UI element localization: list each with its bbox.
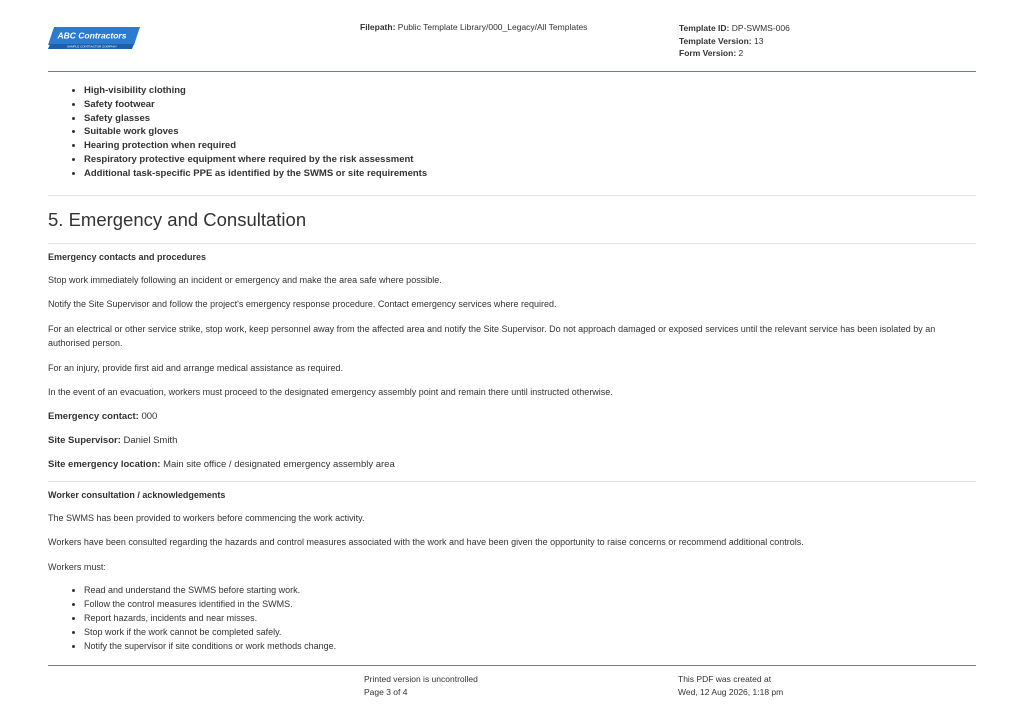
form-version-value: 2 (738, 48, 744, 58)
footer-created-info (678, 673, 783, 698)
consultation-paragraph: The SWMS has been provided to workers before commencing the work activity. (48, 512, 365, 523)
list-item: • Suitable work gloves (84, 125, 976, 139)
template-meta (679, 22, 790, 60)
template-version-label: Template Version: (679, 35, 752, 46)
company-logo (48, 26, 140, 50)
filepath-label: Filepath: (360, 22, 396, 32)
page-number: Page 3 of 4 (364, 686, 408, 697)
list-item: • Read and understand the SWMS before starting work. (84, 583, 976, 597)
subsection-divider (48, 481, 976, 482)
emergency-contact (48, 410, 976, 424)
template-version-value: 13 (753, 35, 764, 46)
ppe-list (48, 84, 976, 181)
site-supervisor-value: Daniel Smith (123, 434, 178, 446)
emergency-paragraph: In the event of an evacuation, workers must proceed to the designated emergency assembly point and remain there until instructed otherwise. (48, 387, 613, 398)
consultation-paragraph: Workers have been consulted regarding the hazards and control measures associated with the work and have been given the opportunity to raise concerns or recommend additional controls. (48, 537, 804, 548)
consultation-paragraph: Workers must: (48, 561, 106, 572)
site-emergency-location (48, 458, 976, 472)
emergency-heading: Emergency contacts and procedures (48, 251, 207, 262)
consultation-heading: Worker consultation / acknowledgements (48, 489, 226, 500)
filepath-value: Public Template Library/000_Legacy/All Templates (397, 22, 588, 32)
form-version-label: Form Version: (679, 48, 737, 58)
list-item: • Stop work if the work cannot be completed safely. (84, 625, 976, 639)
list-item: • Safety footwear (84, 98, 976, 112)
logo-badge-icon (48, 26, 140, 50)
form-version (679, 47, 790, 60)
title-divider (48, 243, 976, 244)
uncontrolled-notice: Printed version is uncontrolled (364, 674, 478, 684)
emergency-paragraph: For an injury, provide first aid and arrange medical assistance as required. (48, 362, 343, 373)
logo-brand-text: ABC Contractors (57, 30, 127, 41)
emergency-paragraph: Notify the Site Supervisor and follow the project's emergency response procedure. Contact emergency services where required. (48, 299, 557, 310)
emergency-contact-value: 000 (141, 410, 158, 422)
template-id-label: Template ID: (679, 23, 730, 33)
emergency-paragraph: Stop work immediately following an incident or emergency and make the area safe where possible. (48, 274, 442, 285)
footer-control-info (364, 673, 478, 698)
section-title: 5. Emergency and Consultation (48, 208, 307, 230)
list-item: • Notify the supervisor if site conditions or work methods change. (84, 639, 976, 653)
logo-tagline-text: SAMPLE CONTRACTOR COMPANY (67, 44, 117, 49)
site-emergency-location-value: Main site office / designated emergency assembly area (163, 458, 395, 470)
site-supervisor-label: Site Supervisor: (48, 434, 121, 446)
list-item: • High-visibility clothing (84, 84, 976, 98)
page-header (48, 18, 976, 72)
list-item: • Respiratory protective equipment where required by the risk assessment (84, 153, 976, 167)
page-content (48, 84, 976, 653)
footer-divider (48, 665, 976, 666)
template-id-value: DP-SWMS-006 (731, 23, 790, 33)
created-label: This PDF was created at (678, 674, 772, 684)
list-item: • Hearing protection when required (84, 139, 976, 153)
section-divider (48, 195, 976, 196)
template-version (679, 35, 790, 48)
filepath (360, 22, 587, 32)
site-supervisor (48, 434, 976, 448)
emergency-contact-label: Emergency contact: (48, 410, 139, 422)
header-divider (48, 71, 976, 72)
list-item: • Additional task-specific PPE as identified by the SWMS or site requirements (84, 167, 976, 181)
template-id (679, 22, 790, 35)
list-item: • Safety glasses (84, 112, 976, 126)
emergency-paragraph: For an electrical or other service strike, stop work, keep personnel away from the affected area and notify the Site Supervisor. Do not approach damaged or exposed services until the relevant service has been isolated by an authorised person. (48, 323, 936, 349)
list-item: • Report hazards, incidents and near misses. (84, 611, 976, 625)
site-emergency-location-label: Site emergency location: (48, 458, 161, 470)
worker-obligations-list (48, 583, 976, 653)
created-timestamp: Wed, 12 Aug 2026, 1:18 pm (678, 686, 784, 697)
list-item: • Follow the control measures identified in the SWMS. (84, 597, 976, 611)
